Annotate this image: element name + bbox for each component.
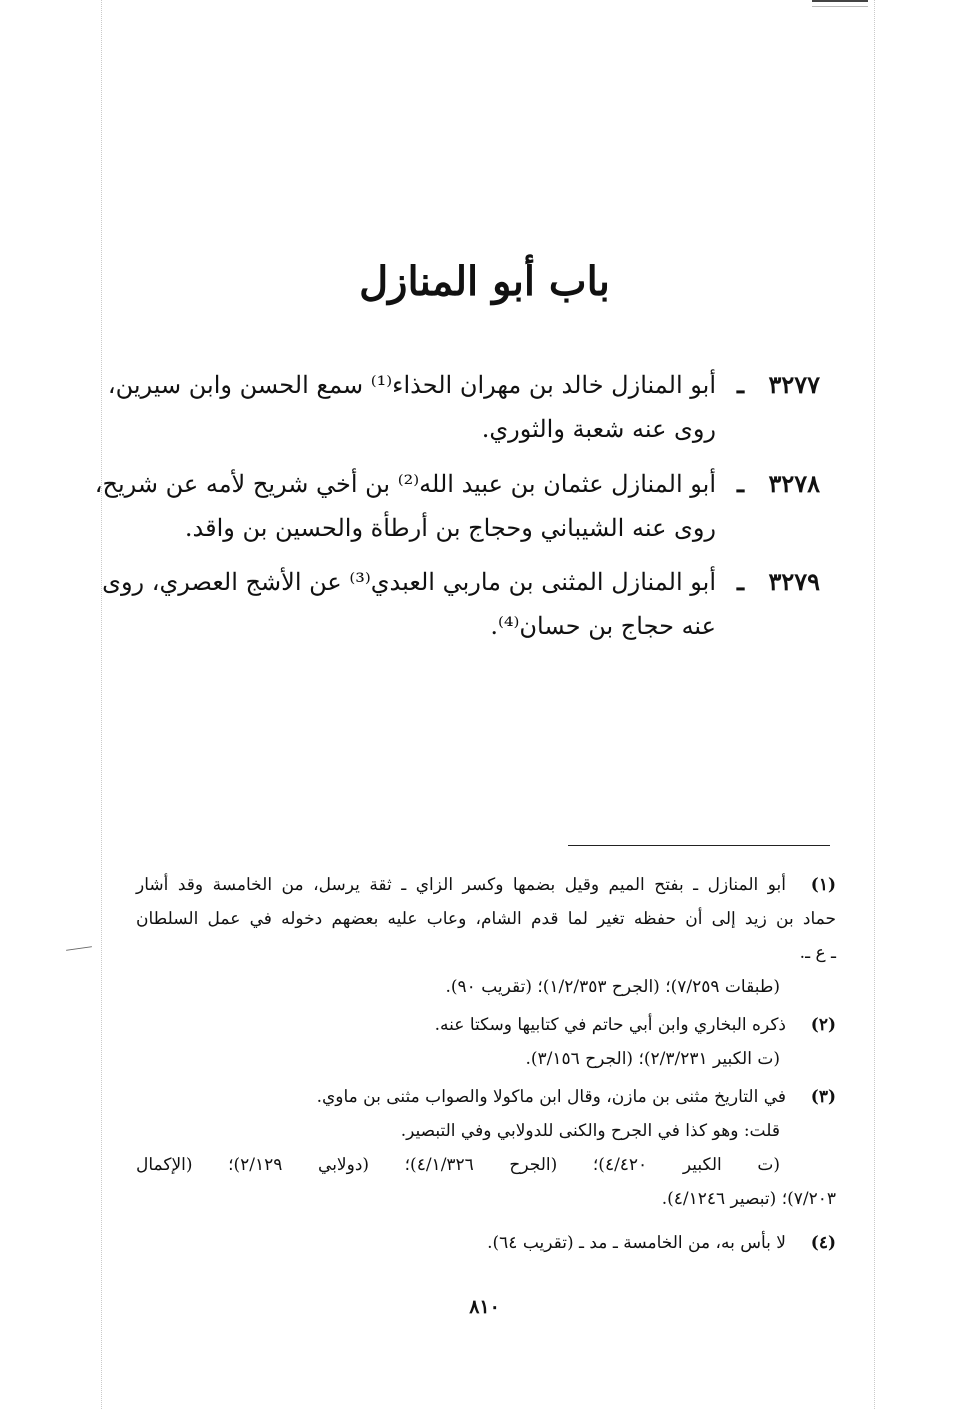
footnote-text-line: أبو المنازل ـ بفتح الميم وقيل بضمها وكسر الزاي ـ ثقة يرسل، من الخامسة وقد أشار [136, 875, 786, 895]
entry-dash: ـ [736, 469, 744, 498]
entry-text-line: روى عنه الشيباني وحجاج بن أرطأة والحسين بن واقد. [184, 514, 716, 542]
entry-number: ٣٢٧٧ [768, 370, 820, 399]
entry-3277 [107, 363, 820, 451]
scan-stray-mark [66, 946, 92, 951]
footnote-text-line: لا بأس به، من الخامسة ـ مد ـ (تقريب ٦٤). [487, 1233, 786, 1253]
chapter-title: باب أبو المنازل [359, 258, 610, 305]
entry-dash: ـ [736, 370, 744, 399]
footnote-number: (٢) [810, 1015, 836, 1035]
footnote-1 [136, 868, 836, 1004]
footnote-text-line: في التاريخ مثنى بن مازن، وقال ابن ماكولا والصواب مثنى بن ماوي. [316, 1087, 786, 1107]
page-number: ٨١٠ [469, 1296, 500, 1318]
scan-fold-line-right [874, 0, 875, 1409]
footnote-number: (٣) [810, 1087, 836, 1107]
entry-text-line: أبو المنازل خالد بن مهران الحذاء⁽¹⁾ سمع الحسن وابن سيرين، [107, 371, 716, 399]
footnote-3 [136, 1080, 836, 1216]
entry-number: ٣٢٧٩ [768, 567, 820, 596]
footnote-reference-line: (ت الكبير ٤/٤٢٠)؛ (الجرح ٤/١/٣٢٦)؛ (دولابي ٢/١٢٩)؛ (الإكمال [136, 1155, 780, 1175]
footnote-text-line: حماد بن زيد إلى أن حفظه تغير لما قدم الشام، وعاب عليه بعضهم دخوله في عمل السلطان [136, 909, 836, 929]
entry-3278 [94, 462, 820, 550]
footnote-reference-line: (طبقات ٧/٢٥٩)؛ (الجرح ١/٢/٣٥٣)؛ (تقريب ٩٠). [445, 977, 780, 997]
footnote-number: (٤) [810, 1233, 836, 1253]
entry-text-line: روى عنه شعبة والثوري. [481, 415, 716, 443]
scan-border-mark [812, 0, 868, 2]
footnote-2 [136, 1008, 836, 1076]
footnote-number: (١) [810, 875, 836, 895]
footnote-separator [568, 845, 830, 846]
entry-dash: ـ [736, 567, 744, 596]
footnote-text-line: ذكره البخاري وابن أبي حاتم في كتابيها وسكتا عنه. [434, 1015, 786, 1035]
scan-border-mark-2 [812, 6, 868, 7]
footnote-text-line: ـ ع ـ. [799, 943, 836, 963]
footnote-4 [136, 1226, 836, 1260]
scan-fold-line-left [101, 0, 102, 1409]
footnote-text-line: قلت: وهو كذا في الجرح والكنى للدولابي وفي التبصير. [400, 1121, 780, 1141]
entry-text-line: أبو المنازل عثمان بن عبيد الله⁽²⁾ بن أخي شريح لأمه عن شريح، [94, 470, 716, 498]
footnote-reference-line: ٧/٢٠٣)؛ (تبصير ٤/١٢٤٦). [661, 1189, 836, 1209]
entry-text-line: أبو المنازل المثنى بن ماربي العبدي⁽³⁾ عن الأشج العصري، روى [102, 568, 716, 596]
footnote-reference-line: (ت الكبير ٢/٣/٢٣١)؛ (الجرح ٣/١٥٦). [525, 1049, 780, 1069]
entry-3279 [102, 560, 820, 648]
entry-text-line: عنه حجاج بن حسان⁽⁴⁾. [490, 612, 716, 640]
entry-number: ٣٢٧٨ [768, 469, 820, 498]
